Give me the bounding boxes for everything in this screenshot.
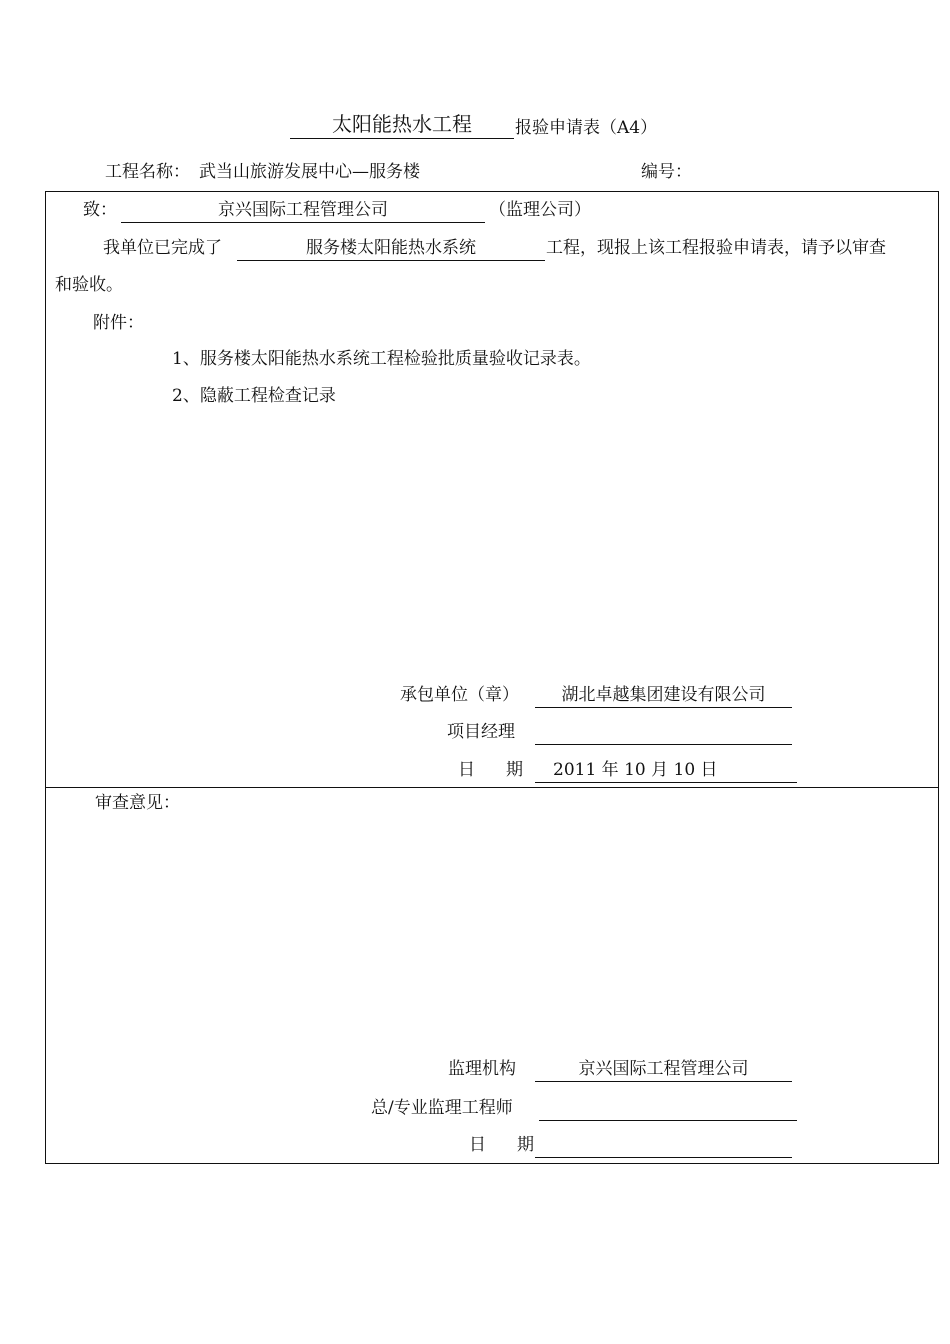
attachment-item: 2、隐蔽工程检查记录 bbox=[172, 386, 336, 406]
application-date-field[interactable] bbox=[535, 758, 797, 783]
statement-suffix: 工程，现报上该工程报验申请表，请予以审查 bbox=[546, 238, 886, 258]
form-title-suffix: 报验申请表（A4） bbox=[515, 118, 658, 138]
project-name-value: 武当山旅游发展中心—服务楼 bbox=[199, 162, 420, 182]
statement-prefix: 我单位已完成了 bbox=[103, 238, 222, 258]
completed-work-field[interactable]: 服务楼太阳能热水系统 bbox=[237, 236, 545, 261]
date-char-ri: 日 bbox=[458, 760, 475, 780]
review-opinion-label: 审查意见： bbox=[95, 793, 180, 813]
recipient-field[interactable]: 京兴国际工程管理公司 bbox=[121, 198, 485, 223]
recipient-suffix: （监理公司） bbox=[489, 200, 591, 220]
attachments-label: 附件： bbox=[93, 313, 144, 333]
contractor-label: 承包单位（章） bbox=[400, 685, 519, 705]
chief-engineer-label: 总/专业监理工程师 bbox=[371, 1098, 513, 1118]
attachment-item: 1、服务楼太阳能热水系统工程检验批质量验收记录表。 bbox=[172, 349, 591, 369]
application-date-value: 2011 年 10 月 10 日 bbox=[553, 760, 718, 780]
review-date-label bbox=[469, 1133, 534, 1157]
contractor-field[interactable]: 湖北卓越集团建设有限公司 bbox=[535, 683, 792, 708]
project-manager-label: 项目经理 bbox=[447, 722, 515, 742]
review-date-field[interactable] bbox=[535, 1133, 792, 1158]
project-manager-field[interactable] bbox=[535, 720, 792, 745]
date-char-ri: 日 bbox=[469, 1135, 486, 1155]
application-date-label bbox=[458, 758, 523, 782]
date-char-qi: 期 bbox=[506, 760, 523, 780]
chief-engineer-field[interactable] bbox=[539, 1096, 797, 1121]
statement-continuation: 和验收。 bbox=[55, 275, 123, 295]
form-title-fill: 太阳能热水工程 bbox=[290, 110, 514, 139]
supervisor-org-field[interactable]: 京兴国际工程管理公司 bbox=[535, 1057, 792, 1082]
recipient-label: 致： bbox=[83, 200, 117, 220]
project-name-label: 工程名称： bbox=[105, 162, 190, 182]
serial-number-label: 编号： bbox=[641, 162, 692, 182]
supervisor-org-label: 监理机构 bbox=[448, 1059, 516, 1079]
date-char-qi: 期 bbox=[517, 1135, 534, 1155]
